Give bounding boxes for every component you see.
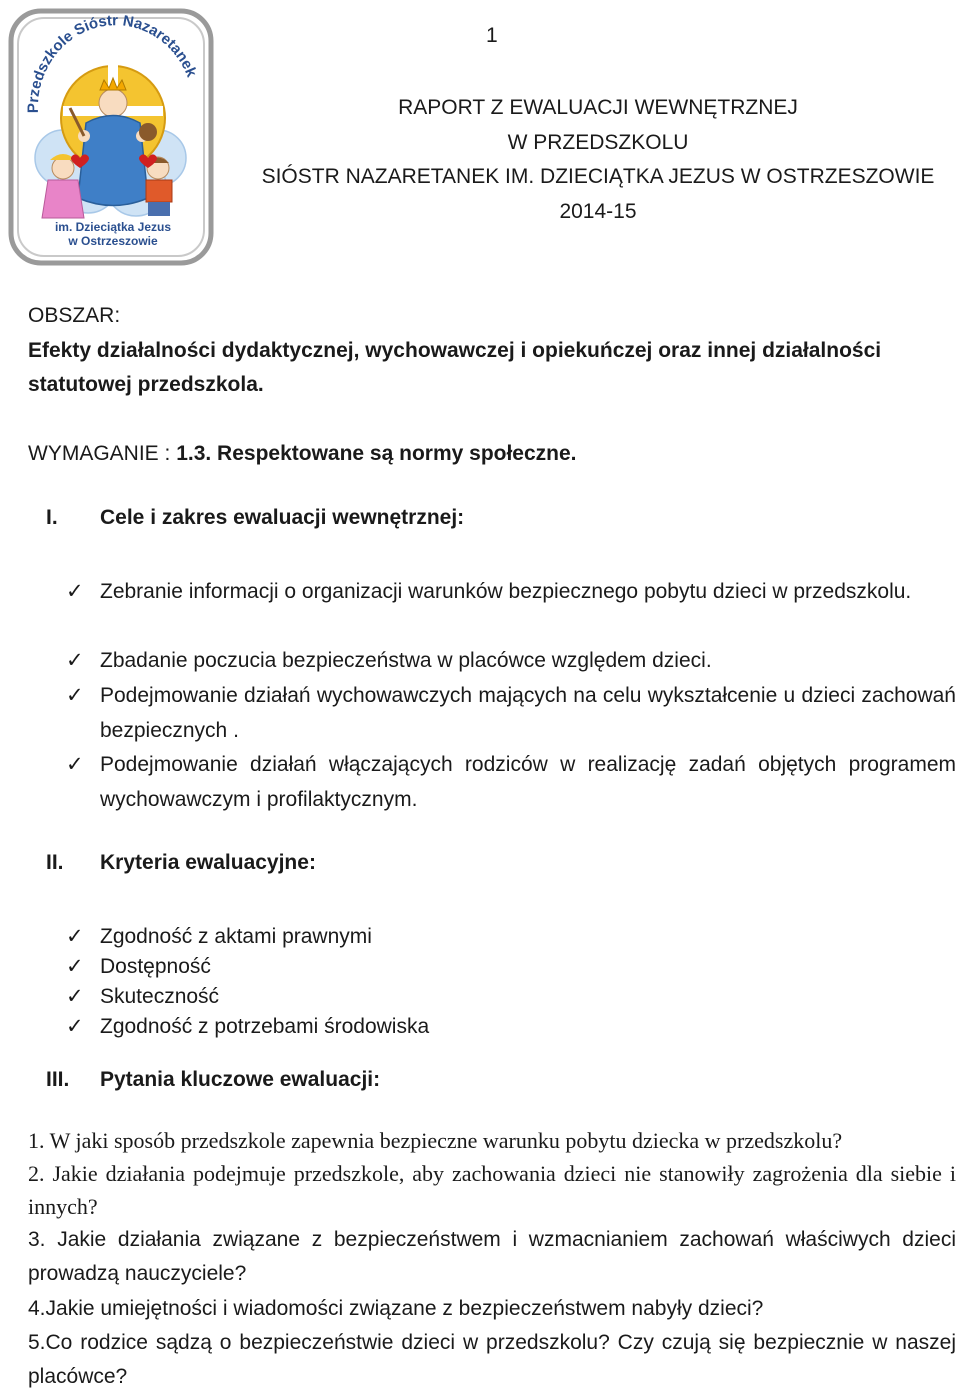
key-question-1: 1. W jaki sposób przedszkole zapewnia bezpieczne warunku pobytu dziecka w przedszkolu?	[28, 1128, 843, 1153]
checkmark-icon: ✓	[66, 925, 84, 948]
page-number: 1	[486, 24, 498, 47]
list-item: ✓ Zgodność z potrzebami środowiska	[66, 1010, 956, 1045]
section-heading-1	[28, 506, 464, 530]
requirement-line	[28, 437, 956, 471]
key-question-2: 2. Jakie działania podejmuje przedszkole, aby zachowania dzieci nie stanowiły zagrożenia dla siebie i innych?	[28, 1161, 956, 1219]
report-title-line-3: SIÓSTR NAZARETANEK IM. DZIECIĄTKA JEZUS W OSTRZESZOWIE	[261, 165, 935, 188]
checkmark-icon: ✓	[66, 955, 84, 978]
report-title-line-2: W PRZEDSZKOLU	[507, 131, 689, 154]
section-heading-3	[28, 1068, 380, 1092]
kindergarten-logo	[8, 8, 214, 266]
key-question-3: 3. Jakie działania związane z bezpieczeństwem i wzmacnianiem zachowań właściwych dzieci prowadzą nauczyciele?	[28, 1228, 956, 1285]
logo-arc-bottom-2: w Ostrzeszowie	[68, 234, 158, 248]
checkmark-icon: ✓	[66, 649, 84, 672]
list-item: ✓ Skuteczność	[66, 980, 956, 1015]
area-text-line-1: Efekty działalności dydaktycznej, wychowawczej i opiekuńczej oraz innej działalności	[28, 339, 882, 362]
key-question-4: 4.Jakie umiejętności i wiadomości związane z bezpieczeństwem nabyły dzieci?	[28, 1297, 764, 1320]
list-item: ✓ Podejmowanie działań włączających rodziców w realizację zadań objętych programem wychowawczym i profilaktycznym.	[66, 748, 956, 817]
logo-arc-top: Przedszkole Sióstr Nazaretanek	[24, 12, 200, 114]
section-heading-2	[28, 851, 316, 875]
requirement-label: WYMAGANIE :	[28, 442, 177, 465]
section-title: Cele i zakres ewaluacji wewnętrznej:	[100, 506, 465, 529]
section-number: III.	[46, 1068, 70, 1091]
section-title: Kryteria ewaluacyjne:	[100, 851, 316, 874]
checkmark-icon: ✓	[66, 753, 84, 776]
checkmark-icon: ✓	[66, 580, 84, 603]
report-title-line-1: RAPORT Z EWALUACJI WEWNĘTRZNEJ	[398, 96, 798, 119]
section-number: II.	[46, 851, 64, 874]
logo-arc-bottom-1: im. Dzieciątka Jezus	[54, 220, 172, 234]
requirement-text: 1.3. Respektowane są normy społeczne.	[176, 442, 577, 465]
list-item: ✓ Zbadanie poczucia bezpieczeństwa w placówce względem dzieci.	[66, 644, 956, 679]
list-item: ✓ Zgodność z aktami prawnymi	[66, 920, 956, 955]
list-item: ✓ Dostępność	[66, 950, 956, 985]
section-title: Pytania kluczowe ewaluacji:	[100, 1068, 381, 1091]
list-item: ✓ Podejmowanie działań wychowawczych mających na celu wykształcenie u dzieci zachowań bezpiecznych .	[66, 679, 956, 748]
checkmark-icon: ✓	[66, 684, 84, 707]
checkmark-icon: ✓	[66, 985, 84, 1008]
area-label: OBSZAR:	[28, 304, 121, 327]
section-number: I.	[46, 506, 58, 529]
report-title-year: 2014-15	[559, 200, 637, 223]
area-text-line-2: statutowej przedszkola.	[28, 373, 264, 396]
checkmark-icon: ✓	[66, 1015, 84, 1038]
key-question-5: 5.Co rodzice sądzą o bezpieczeństwie dzieci w przedszkolu? Czy czują się bezpiecznie w naszej placówce?	[28, 1331, 956, 1388]
list-item: ✓ Zebranie informacji o organizacji warunków bezpiecznego pobytu dzieci w przedszkolu.	[66, 575, 956, 610]
